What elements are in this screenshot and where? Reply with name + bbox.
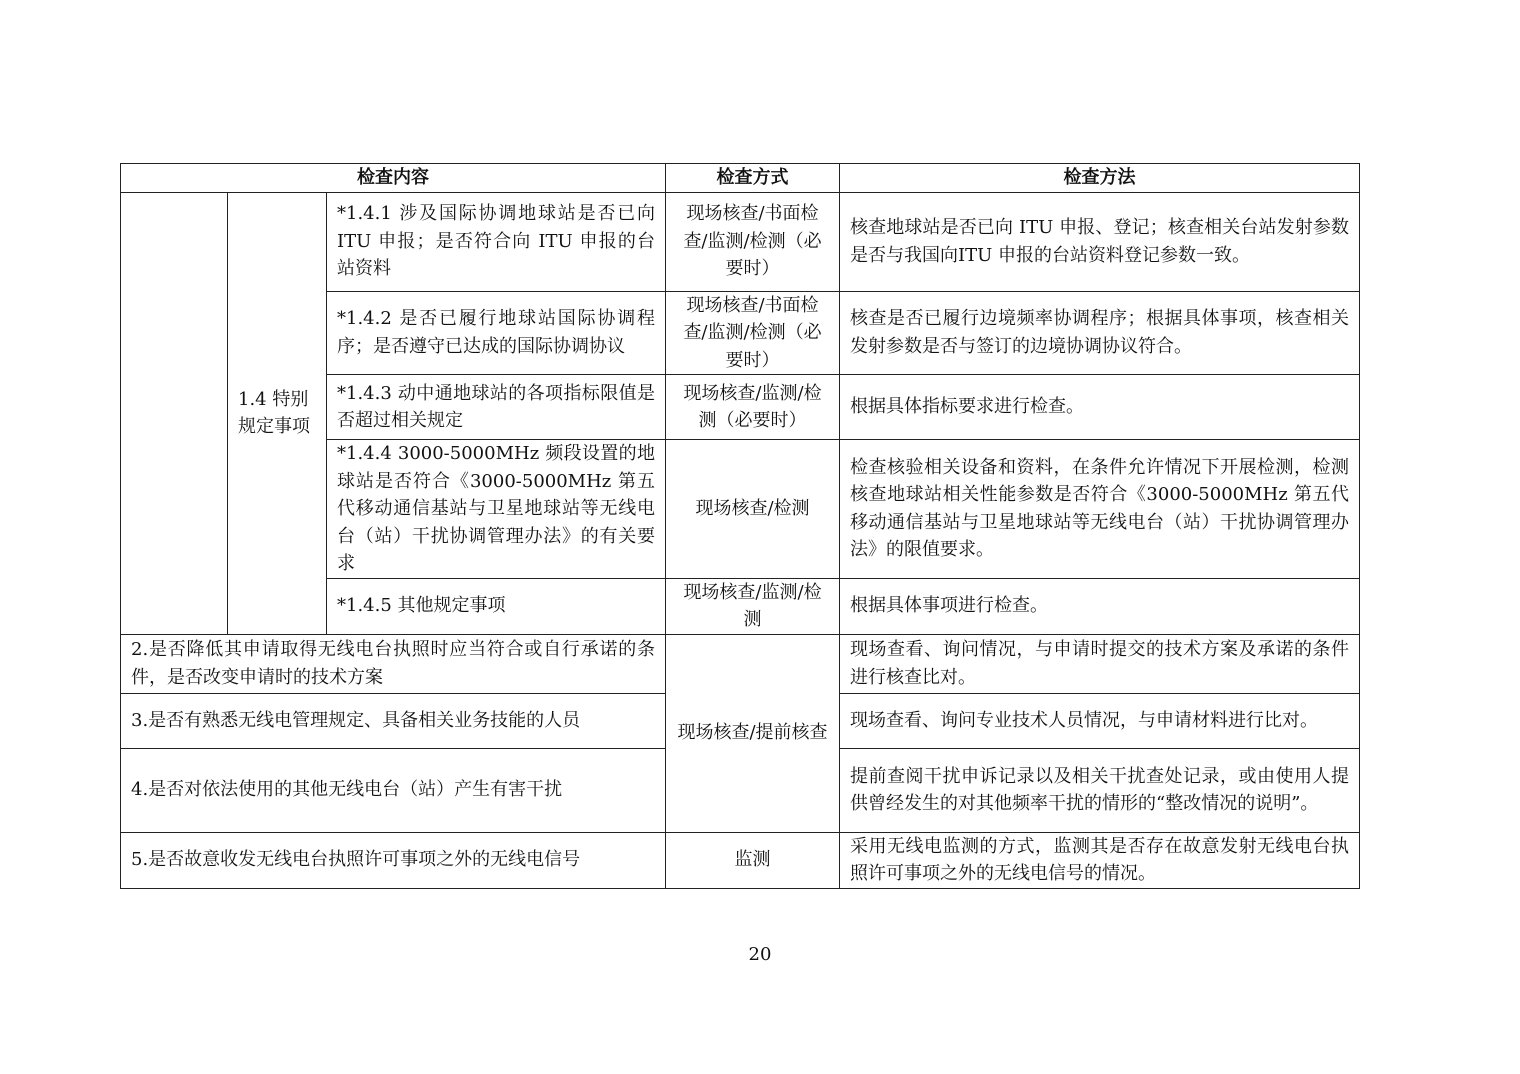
mode-cell: 监测 — [666, 832, 840, 888]
table-header-row — [121, 164, 1360, 193]
method-cell: 核查是否已履行边境频率协调程序；根据具体事项，核查相关发射参数是否与签订的边境协调协议符合。 — [840, 291, 1360, 375]
mode-cell: 现场核查/检测 — [666, 440, 840, 579]
item-cell: *1.4.5 其他规定事项 — [327, 578, 666, 634]
item-cell: 4.是否对依法使用的其他无线电台（站）产生有害干扰 — [121, 748, 666, 832]
blank-category-cell — [121, 192, 228, 634]
mode-cell: 现场核查/监测/检测（必要时） — [666, 375, 840, 440]
item-cell: *1.4.3 动中通地球站的各项指标限值是否超过相关规定 — [327, 375, 666, 440]
table-row — [121, 634, 1360, 693]
category-cell: 1.4 特别规定事项 — [228, 192, 327, 634]
method-cell: 采用无线电监测的方式，监测其是否存在故意发射无线电台执照许可事项之外的无线电信号的情况。 — [840, 832, 1360, 888]
item-cell: *1.4.1 涉及国际协调地球站是否已向 ITU 申报；是否符合向 ITU 申报的台站资料 — [327, 192, 666, 291]
page-number: 20 — [748, 944, 772, 965]
mode-cell: 现场核查/书面检查/监测/检测（必要时） — [666, 192, 840, 291]
method-cell: 核查地球站是否已向 ITU 申报、登记；核查相关台站发射参数是否与我国向ITU 申报的台站资料登记参数一致。 — [840, 192, 1360, 291]
mode-cell: 现场核查/监测/检测 — [666, 578, 840, 634]
mode-cell: 现场核查/提前核查 — [666, 634, 840, 832]
item-cell: *1.4.4 3000-5000MHz 频段设置的地球站是否符合《3000-5000MHz 第五代移动通信基站与卫星地球站等无线电台（站）干扰协调管理办法》的有关要求 — [327, 440, 666, 579]
item-cell: 3.是否有熟悉无线电管理规定、具备相关业务技能的人员 — [121, 693, 666, 748]
method-cell: 提前查阅干扰申诉记录以及相关干扰查处记录，或由使用人提供曾经发生的对其他频率干扰的情形的“整改情况的说明”。 — [840, 748, 1360, 832]
method-cell: 现场查看、询问专业技术人员情况，与申请材料进行比对。 — [840, 693, 1360, 748]
table-row — [121, 192, 1360, 291]
method-cell: 检查核验相关设备和资料，在条件允许情况下开展检测，检测核查地球站相关性能参数是否符合《3000-5000MHz 第五代移动通信基站与卫星地球站等无线电台（站）干扰协调管理办法》的限值要求。 — [840, 440, 1360, 579]
header-mode: 检查方式 — [666, 164, 840, 193]
item-cell: *1.4.2 是否已履行地球站国际协调程序；是否遵守已达成的国际协调协议 — [327, 291, 666, 375]
item-cell: 5.是否故意收发无线电台执照许可事项之外的无线电信号 — [121, 832, 666, 888]
item-cell: 2.是否降低其申请取得无线电台执照时应当符合或自行承诺的条件，是否改变申请时的技术方案 — [121, 634, 666, 693]
method-cell: 根据具体指标要求进行检查。 — [840, 375, 1360, 440]
method-cell: 现场查看、询问情况，与申请时提交的技术方案及承诺的条件进行核查比对。 — [840, 634, 1360, 693]
table-row — [121, 832, 1360, 888]
mode-cell: 现场核查/书面检查/监测/检测（必要时） — [666, 291, 840, 375]
header-method: 检查方法 — [840, 164, 1360, 193]
inspection-table — [120, 163, 1360, 889]
header-content: 检查内容 — [121, 164, 666, 193]
method-cell: 根据具体事项进行检查。 — [840, 578, 1360, 634]
